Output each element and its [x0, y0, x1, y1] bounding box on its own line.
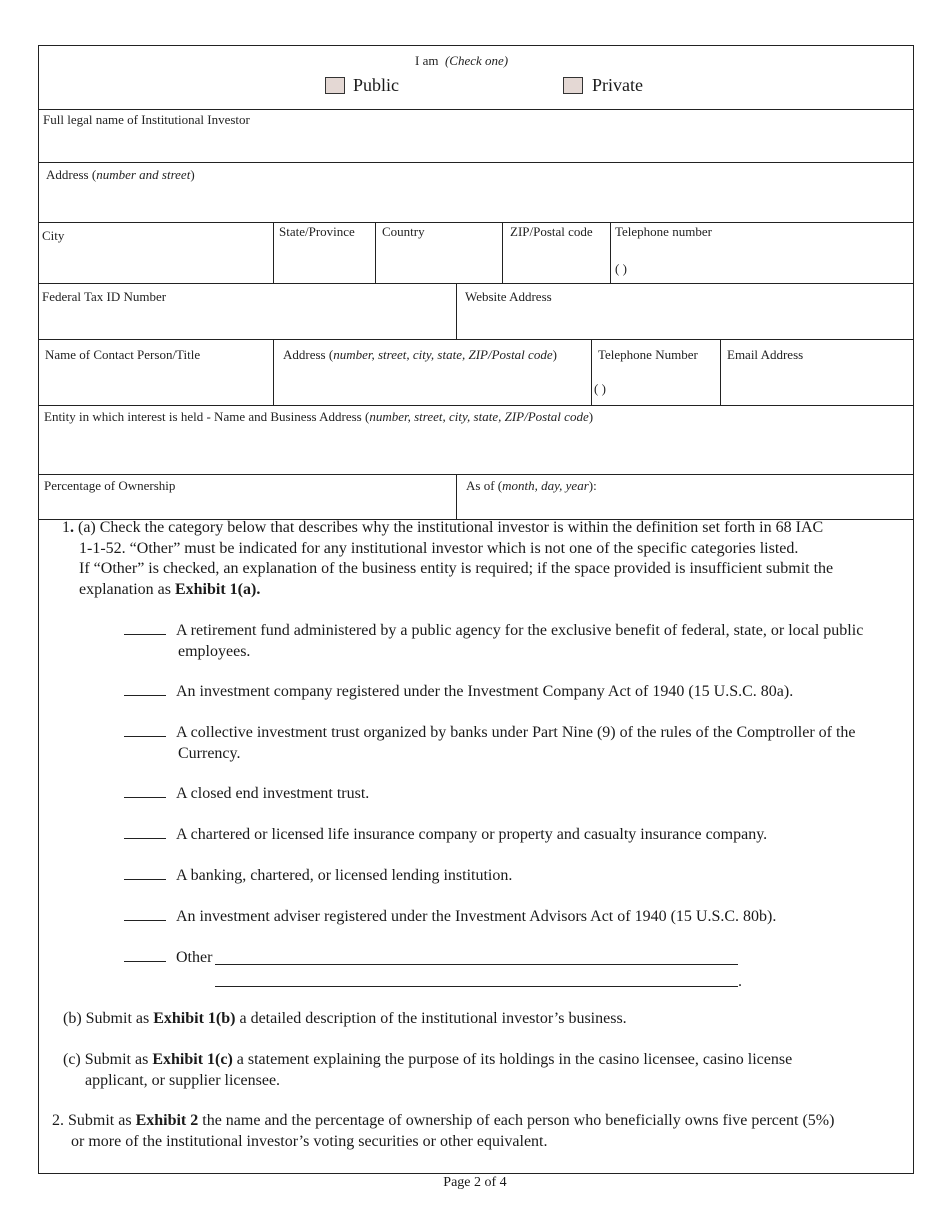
email-label: Email Address	[727, 347, 804, 362]
col-divider	[273, 339, 274, 405]
other-explanation-line[interactable]	[215, 986, 738, 987]
option-blank[interactable]	[124, 621, 166, 635]
option-blank[interactable]	[124, 907, 166, 921]
contact-address-label: Address (number, street, city, state, ZIP/Postal code)	[283, 347, 557, 362]
contact-name-label: Name of Contact Person/Title	[45, 347, 201, 362]
option-blank[interactable]	[124, 682, 166, 696]
other-period: .	[738, 973, 742, 990]
website-label: Website Address	[465, 289, 552, 304]
other-explanation-line[interactable]	[215, 964, 738, 965]
city-label: City	[42, 228, 65, 243]
category-option[interactable]: A closed end investment trust.	[124, 784, 914, 805]
row-divider	[38, 162, 914, 163]
category-option[interactable]: A banking, chartered, or licensed lending institution.	[124, 866, 914, 887]
category-option[interactable]: A chartered or licensed life insurance company or property and casualty insurance company.	[124, 825, 914, 846]
section2-text: 2. Submit as Exhibit 2 the name and the percentage of ownership of each person who beneficially owns five percent (5%) or more of the institutional investor’s voting securities or other equivalent.	[52, 1112, 835, 1150]
contact-telephone-label: Telephone Number	[598, 347, 698, 362]
row-divider	[38, 405, 914, 406]
col-divider	[456, 474, 457, 519]
category-option[interactable]: A collective investment trust organized by banks under Part Nine (9) of the rules of the Comptroller of the Currency.	[124, 723, 914, 744]
public-checkbox[interactable]	[325, 77, 345, 94]
category-option[interactable]: An investment adviser registered under the Investment Advisors Act of 1940 (15 U.S.C. 80b).	[124, 907, 914, 928]
other-option[interactable]	[124, 948, 824, 969]
contact-telephone-area-code: ( )	[594, 381, 606, 396]
telephone-label: Telephone number	[615, 224, 712, 239]
address-label: Address (number and street)	[46, 167, 195, 182]
row-divider	[38, 474, 914, 475]
private-checkbox[interactable]	[563, 77, 583, 94]
federal-tax-id-label: Federal Tax ID Number	[42, 289, 167, 304]
exhibit-1c-text: (c) Submit as Exhibit 1(c) a statement explaining the purpose of its holdings in the casino licensee, casino license applicant, or supplier licensee.	[63, 1051, 793, 1089]
exhibit-1b-text: (b) Submit as Exhibit 1(b) a detailed description of the institutional investor’s business.	[63, 1010, 627, 1027]
option-blank[interactable]	[124, 866, 166, 880]
col-divider	[502, 222, 503, 283]
row-divider	[38, 283, 914, 284]
option-blank[interactable]	[124, 948, 166, 962]
row-divider	[38, 109, 914, 110]
category-option[interactable]: An investment company registered under the Investment Company Act of 1940 (15 U.S.C. 80a).	[124, 682, 914, 703]
section1-intro: 1. (a) Check the category below that describes why the institutional investor is within the definition set forth in 68 IAC 1-1-52. “Other” must be indicated for any institutional investor which is not one of the specific categories listed. If “Other” is checked, an explanation of the business entity is required; if the space provided is insufficient submit the explanation as Exhibit 1(a).	[62, 519, 834, 598]
page-number: Page 2 of 4	[443, 1175, 507, 1190]
option-blank[interactable]	[124, 825, 166, 839]
i-am-label: I am (Check one)	[415, 53, 509, 68]
form-frame	[38, 45, 914, 1174]
zip-label: ZIP/Postal code	[510, 224, 593, 239]
percentage-label: Percentage of Ownership	[44, 478, 176, 493]
category-option[interactable]: A retirement fund administered by a public agency for the exclusive benefit of federal, state, or local public employees.	[124, 621, 914, 642]
full-legal-name-label: Full legal name of Institutional Investor	[43, 112, 250, 127]
col-divider	[456, 283, 457, 339]
col-divider	[610, 222, 611, 283]
as-of-label: As of (month, day, year):	[466, 478, 597, 493]
other-label: Other	[176, 949, 213, 966]
state-label: State/Province	[279, 224, 355, 239]
col-divider	[273, 222, 274, 283]
row-divider	[38, 222, 914, 223]
col-divider	[591, 339, 592, 405]
option-blank[interactable]	[124, 723, 166, 737]
col-divider	[375, 222, 376, 283]
telephone-area-code: ( )	[615, 261, 627, 276]
country-label: Country	[382, 224, 425, 239]
entity-label: Entity in which interest is held - Name and Business Address (number, street, city, state, ZIP/Postal code)	[44, 409, 594, 424]
private-label: Private	[592, 75, 643, 95]
public-label: Public	[353, 75, 400, 95]
option-blank[interactable]	[124, 784, 166, 798]
row-divider	[38, 339, 914, 340]
col-divider	[720, 339, 721, 405]
